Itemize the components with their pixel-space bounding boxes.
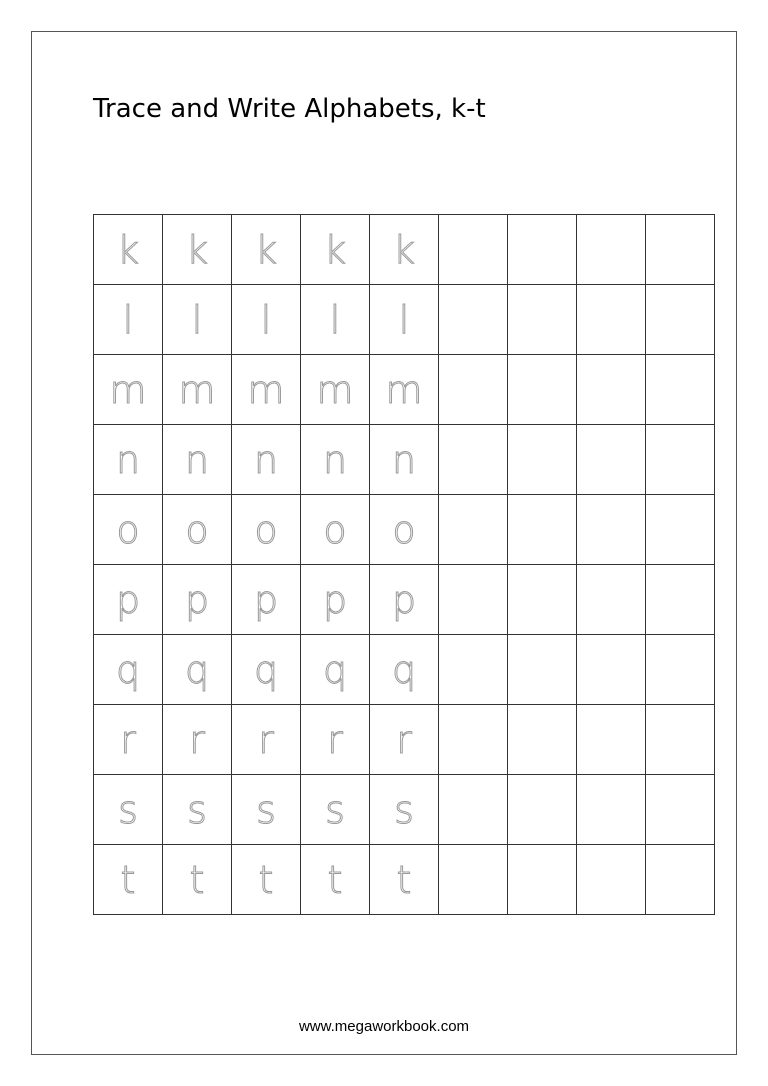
- trace-letter: s: [394, 787, 414, 832]
- writing-cell[interactable]: [439, 565, 508, 635]
- writing-cell[interactable]: [577, 635, 646, 705]
- trace-cell: [301, 845, 370, 915]
- trace-letter: s: [118, 787, 138, 832]
- trace-letter: m: [247, 367, 285, 412]
- writing-cell[interactable]: [646, 635, 715, 705]
- trace-letter: o: [116, 507, 140, 552]
- writing-cell[interactable]: [646, 705, 715, 775]
- trace-cell: [232, 705, 301, 775]
- trace-cell: [301, 215, 370, 285]
- grid-row-k: [94, 215, 715, 285]
- trace-cell: [232, 845, 301, 915]
- trace-cell: [232, 775, 301, 845]
- trace-letter: o: [185, 507, 209, 552]
- trace-cell: [301, 705, 370, 775]
- trace-letter: l: [329, 297, 341, 342]
- writing-cell[interactable]: [508, 425, 577, 495]
- trace-letter: k: [392, 227, 415, 272]
- writing-cell[interactable]: [439, 495, 508, 565]
- writing-cell[interactable]: [646, 845, 715, 915]
- grid-row-n: [94, 425, 715, 495]
- trace-letter: p: [391, 577, 417, 622]
- grid-row-o: [94, 495, 715, 565]
- trace-letter: r: [396, 717, 412, 762]
- trace-cell: [163, 285, 232, 355]
- writing-cell[interactable]: [439, 215, 508, 285]
- trace-cell: [163, 355, 232, 425]
- writing-cell[interactable]: [439, 355, 508, 425]
- writing-cell[interactable]: [577, 705, 646, 775]
- trace-letter: n: [184, 437, 210, 482]
- trace-cell: [163, 425, 232, 495]
- trace-cell: [301, 495, 370, 565]
- trace-cell: [232, 495, 301, 565]
- trace-cell: [301, 775, 370, 845]
- trace-cell: [301, 565, 370, 635]
- writing-cell[interactable]: [439, 425, 508, 495]
- trace-cell: [370, 355, 439, 425]
- writing-cell[interactable]: [508, 565, 577, 635]
- trace-cell: [232, 565, 301, 635]
- trace-cell: [370, 845, 439, 915]
- trace-cell: [232, 635, 301, 705]
- grid-row-q: [94, 635, 715, 705]
- writing-cell[interactable]: [577, 565, 646, 635]
- trace-cell: [370, 425, 439, 495]
- trace-cell: [301, 285, 370, 355]
- trace-cell: [163, 845, 232, 915]
- writing-cell[interactable]: [439, 775, 508, 845]
- trace-cell: [301, 355, 370, 425]
- grid-row-l: [94, 285, 715, 355]
- trace-cell: [94, 845, 163, 915]
- trace-cell: [94, 705, 163, 775]
- trace-letter: r: [327, 717, 343, 762]
- writing-cell[interactable]: [577, 215, 646, 285]
- trace-letter: q: [253, 647, 279, 692]
- writing-cell[interactable]: [508, 285, 577, 355]
- trace-cell: [301, 635, 370, 705]
- trace-letter: l: [260, 297, 272, 342]
- trace-letter: s: [256, 787, 276, 832]
- trace-letter: k: [254, 227, 277, 272]
- writing-cell[interactable]: [577, 425, 646, 495]
- trace-cell: [163, 705, 232, 775]
- trace-letter: o: [254, 507, 278, 552]
- website-footer: www.megaworkbook.com: [298, 1018, 470, 1035]
- trace-cell: [163, 565, 232, 635]
- trace-cell: [370, 495, 439, 565]
- trace-cell: [94, 285, 163, 355]
- tracing-grid: [93, 214, 715, 915]
- grid-row-t: [94, 845, 715, 915]
- trace-letter: q: [184, 647, 210, 692]
- writing-cell[interactable]: [646, 285, 715, 355]
- writing-cell[interactable]: [508, 635, 577, 705]
- writing-cell[interactable]: [577, 355, 646, 425]
- trace-letter: p: [322, 577, 348, 622]
- trace-cell: [163, 215, 232, 285]
- writing-cell[interactable]: [508, 705, 577, 775]
- writing-cell[interactable]: [439, 705, 508, 775]
- worksheet-title: Trace and Write Alphabets, k-t: [93, 94, 486, 124]
- trace-letter: q: [322, 647, 348, 692]
- trace-cell: [232, 285, 301, 355]
- trace-cell: [94, 635, 163, 705]
- writing-cell[interactable]: [646, 775, 715, 845]
- trace-letter: k: [185, 227, 208, 272]
- trace-letter: t: [258, 857, 274, 902]
- trace-cell: [94, 495, 163, 565]
- trace-letter: n: [391, 437, 417, 482]
- grid-row-s: [94, 775, 715, 845]
- trace-cell: [94, 425, 163, 495]
- trace-letter: o: [323, 507, 347, 552]
- trace-cell: [370, 775, 439, 845]
- trace-letter: r: [120, 717, 136, 762]
- trace-cell: [232, 355, 301, 425]
- trace-cell: [232, 425, 301, 495]
- trace-cell: [232, 215, 301, 285]
- trace-cell: [370, 635, 439, 705]
- trace-letter: t: [396, 857, 412, 902]
- trace-cell: [94, 355, 163, 425]
- trace-letter: t: [189, 857, 205, 902]
- trace-letter: t: [327, 857, 343, 902]
- trace-cell: [163, 495, 232, 565]
- trace-cell: [370, 285, 439, 355]
- trace-letter: r: [189, 717, 205, 762]
- trace-letter: s: [325, 787, 345, 832]
- writing-cell[interactable]: [646, 425, 715, 495]
- trace-cell: [370, 705, 439, 775]
- trace-cell: [163, 635, 232, 705]
- writing-cell[interactable]: [577, 845, 646, 915]
- trace-letter: p: [253, 577, 279, 622]
- trace-letter: n: [322, 437, 348, 482]
- writing-cell[interactable]: [508, 775, 577, 845]
- writing-cell[interactable]: [439, 845, 508, 915]
- trace-letter: l: [122, 297, 134, 342]
- trace-cell: [94, 775, 163, 845]
- trace-cell: [163, 775, 232, 845]
- trace-letter: n: [253, 437, 279, 482]
- trace-cell: [94, 215, 163, 285]
- trace-letter: q: [115, 647, 141, 692]
- trace-letter: s: [187, 787, 207, 832]
- trace-letter: m: [109, 367, 147, 412]
- trace-letter: l: [398, 297, 410, 342]
- trace-letter: t: [120, 857, 136, 902]
- trace-letter: p: [184, 577, 210, 622]
- trace-letter: l: [191, 297, 203, 342]
- trace-letter: k: [116, 227, 139, 272]
- grid-row-r: [94, 705, 715, 775]
- writing-cell[interactable]: [577, 775, 646, 845]
- writing-cell[interactable]: [508, 845, 577, 915]
- grid-row-m: [94, 355, 715, 425]
- writing-cell[interactable]: [577, 285, 646, 355]
- writing-cell[interactable]: [577, 495, 646, 565]
- trace-cell: [301, 425, 370, 495]
- trace-cell: [370, 565, 439, 635]
- writing-cell[interactable]: [646, 215, 715, 285]
- trace-letter: o: [392, 507, 416, 552]
- trace-cell: [94, 565, 163, 635]
- writing-cell[interactable]: [646, 495, 715, 565]
- trace-letter: m: [385, 367, 423, 412]
- trace-letter: q: [391, 647, 417, 692]
- trace-letter: m: [178, 367, 216, 412]
- trace-letter: r: [258, 717, 274, 762]
- writing-cell[interactable]: [646, 565, 715, 635]
- trace-letter: n: [115, 437, 141, 482]
- writing-cell[interactable]: [508, 215, 577, 285]
- writing-cell[interactable]: [508, 355, 577, 425]
- trace-letter: p: [115, 577, 141, 622]
- trace-letter: m: [316, 367, 354, 412]
- trace-letter: k: [323, 227, 346, 272]
- writing-cell[interactable]: [508, 495, 577, 565]
- trace-cell: [370, 215, 439, 285]
- writing-cell[interactable]: [646, 355, 715, 425]
- writing-cell[interactable]: [439, 635, 508, 705]
- grid-row-p: [94, 565, 715, 635]
- writing-cell[interactable]: [439, 285, 508, 355]
